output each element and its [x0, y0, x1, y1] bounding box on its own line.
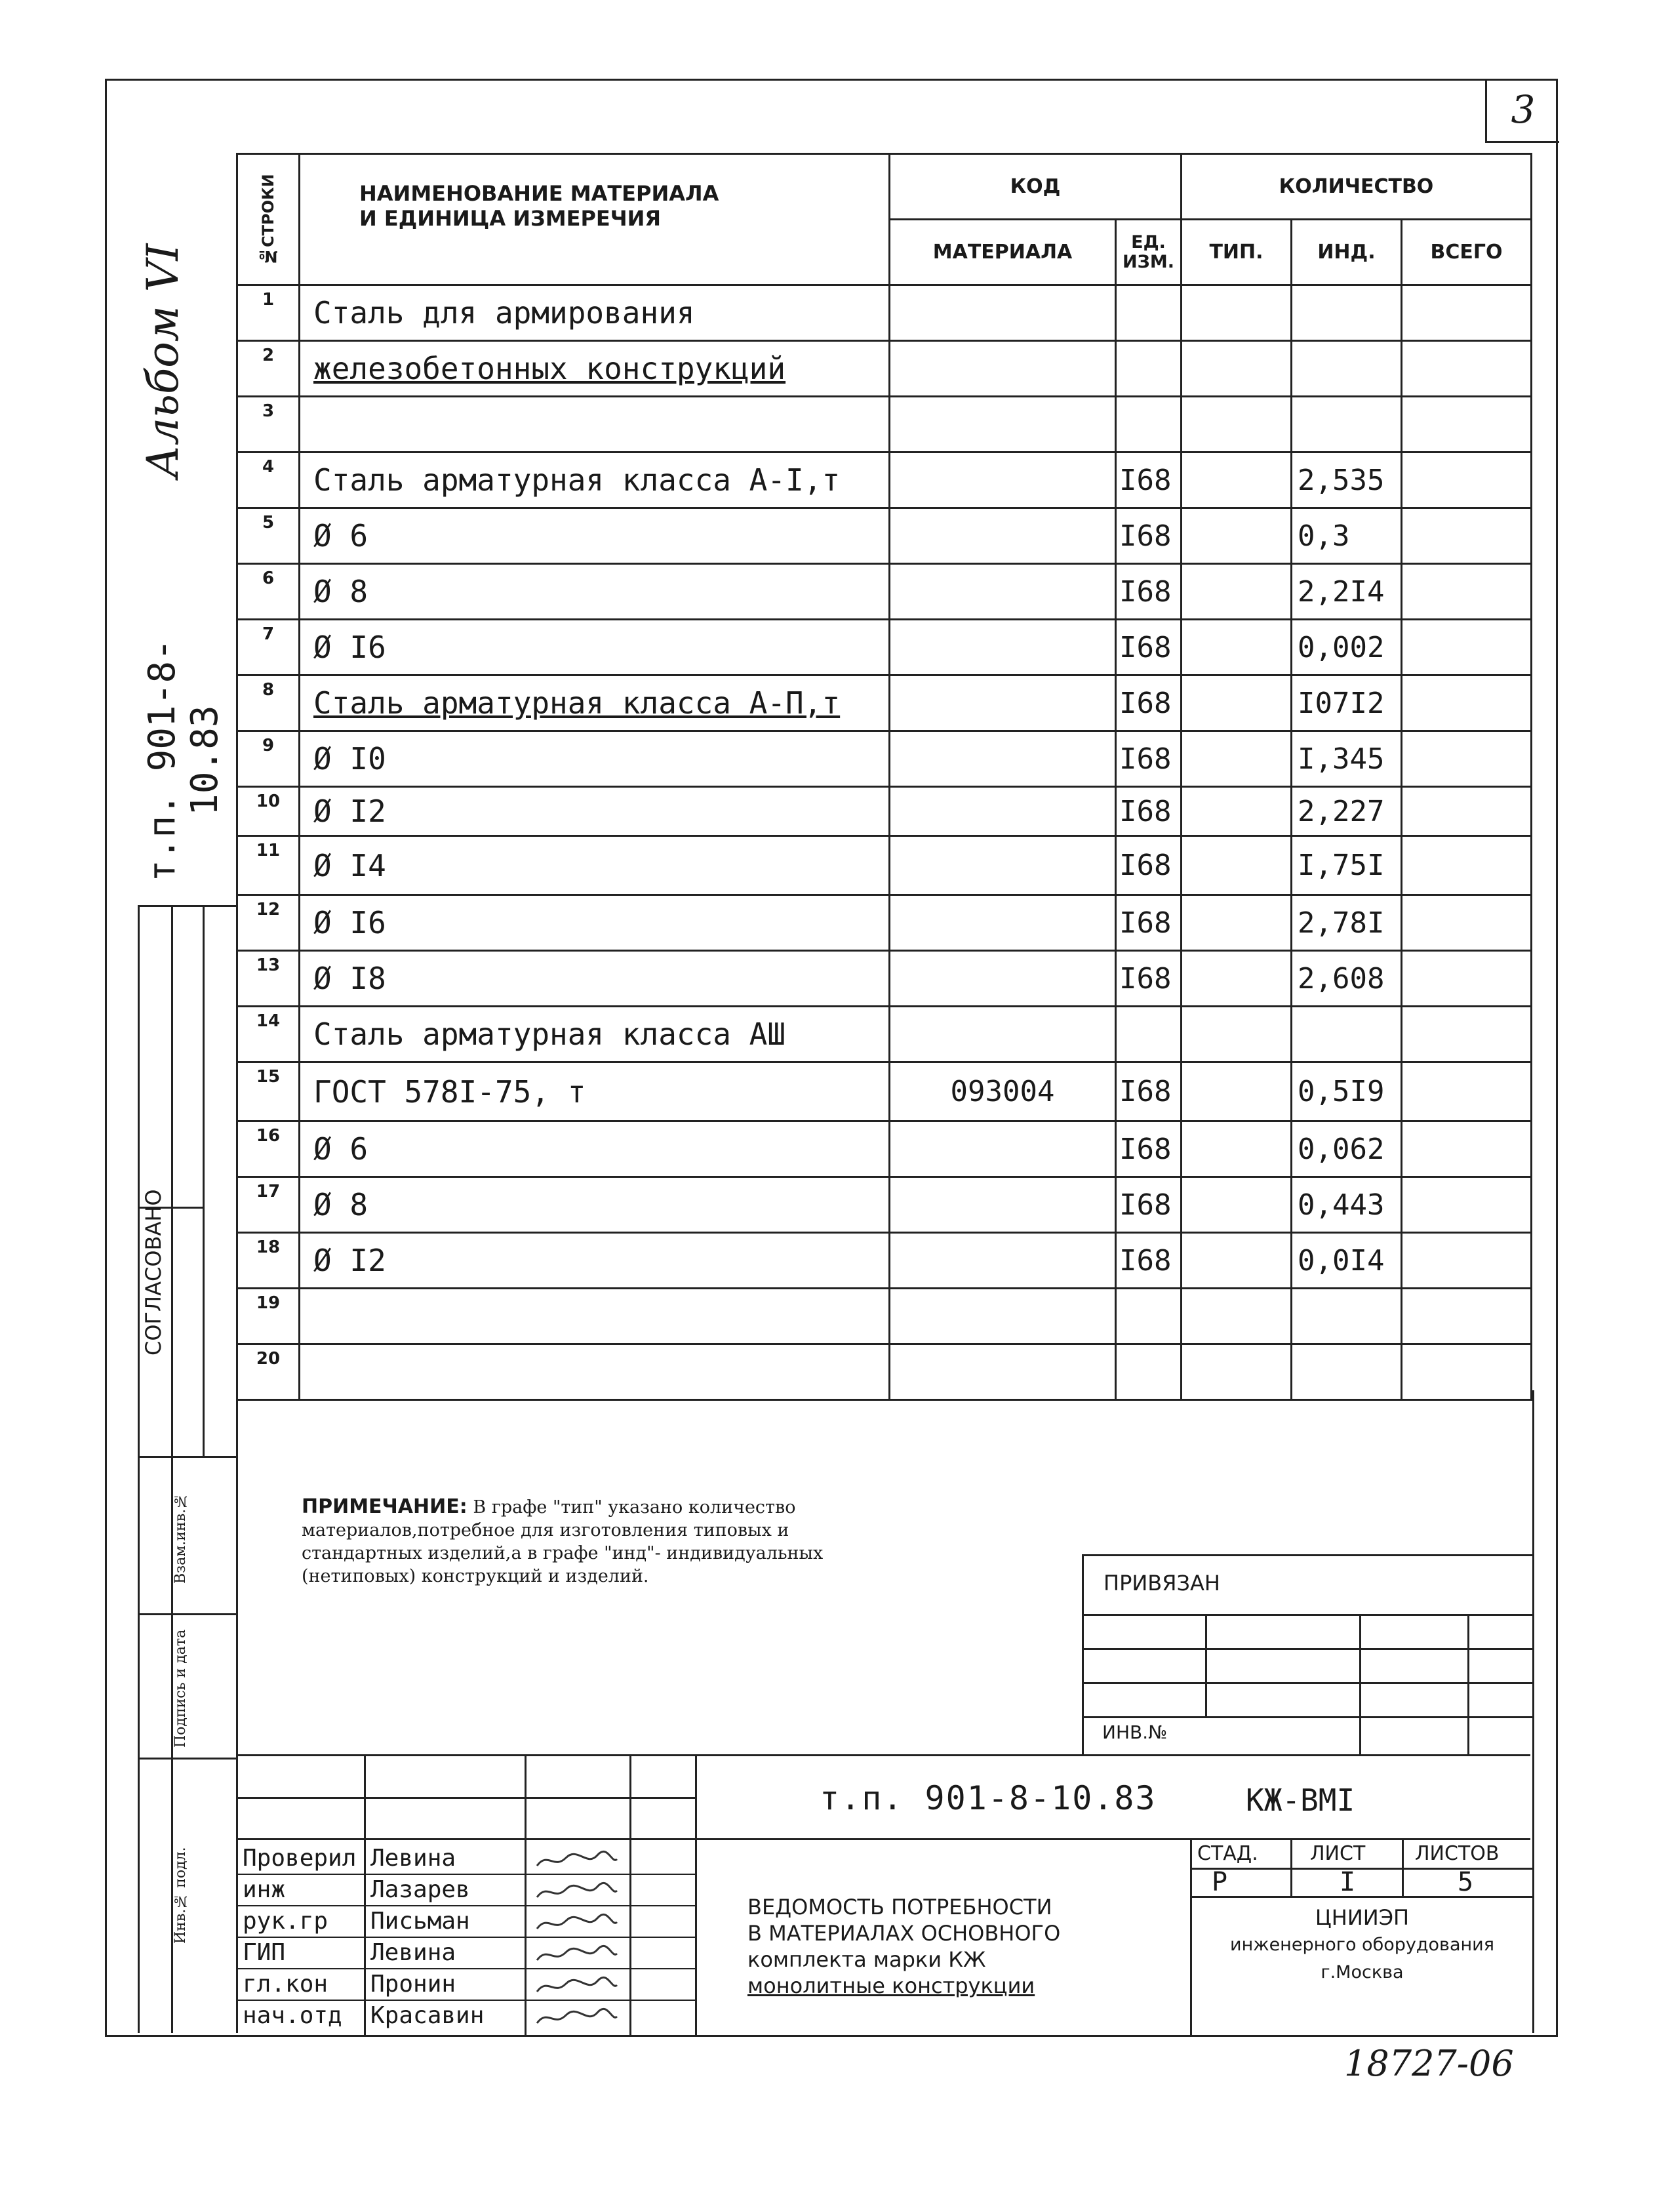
row-number: 20 [237, 1344, 300, 1400]
material-name-text: Ø I6 [313, 630, 386, 665]
qty-total [1402, 1177, 1532, 1233]
signature-role: гл.кон [243, 1971, 328, 1998]
header-total: ВСЕГО [1402, 220, 1532, 285]
table-row [237, 1289, 1532, 1344]
material-name [300, 1233, 890, 1289]
archive-number: 18727-06 [1344, 2043, 1514, 2084]
qty-ind: 2,2I4 [1292, 564, 1402, 620]
qty-total [1402, 787, 1532, 836]
material-code [890, 1177, 1116, 1233]
row-number: 12 [237, 895, 300, 951]
qty-total [1402, 675, 1532, 731]
stage-block [1190, 1838, 1532, 2035]
table-row [237, 787, 1532, 836]
qty-typ [1182, 1121, 1292, 1177]
qty-ind: 0,0I4 [1292, 1233, 1402, 1289]
qty-ind: 0,3 [1292, 508, 1402, 564]
signature-name: Левина [370, 1939, 456, 1966]
side-stamp-block [138, 905, 238, 2033]
material-code [890, 1289, 1116, 1344]
qty-ind [1292, 397, 1402, 452]
row-number: 1 [237, 285, 300, 341]
document-title: ВЕДОМОСТЬ ПОТРЕБНОСТИ В МАТЕРИАЛАХ ОСНОВНОГО комплекта марки КЖ монолитные конструкции [747, 1895, 1061, 1998]
row-number: 11 [237, 836, 300, 895]
row-number: 10 [237, 787, 300, 836]
unit-code: I68 [1116, 1062, 1182, 1121]
table-row [237, 397, 1532, 452]
row-number: 5 [237, 508, 300, 564]
qty-ind: 0,002 [1292, 620, 1402, 675]
material-name-text: Сталь арматурная класса АШ [313, 1016, 786, 1052]
qty-typ [1182, 1062, 1292, 1121]
material-name-text: Сталь арматурная класса А-П,т [313, 685, 841, 721]
material-name-text: Ø 8 [313, 1187, 368, 1222]
material-name [300, 836, 890, 895]
material-code [890, 951, 1116, 1007]
table-row [237, 895, 1532, 951]
row-number: 17 [237, 1177, 300, 1233]
qty-typ [1182, 1177, 1292, 1233]
qty-total [1402, 836, 1532, 895]
row-number: 7 [237, 620, 300, 675]
signature-mark [534, 2007, 620, 2027]
qty-total [1402, 452, 1532, 508]
qty-ind: 2,78I [1292, 895, 1402, 951]
soglasovano-label: СОГЛАСОВАНО [141, 1189, 166, 1356]
materials-table [236, 153, 1532, 1401]
unit-code [1116, 341, 1182, 397]
row-number: 3 [237, 397, 300, 452]
signature-mark [534, 1944, 620, 1964]
signature-name: Письман [370, 1908, 470, 1935]
header-qty: КОЛИЧЕСТВО [1182, 154, 1532, 220]
material-code [890, 285, 1116, 341]
material-name [300, 285, 890, 341]
unit-code [1116, 285, 1182, 341]
signature-mark [534, 1976, 620, 1996]
row-number: 18 [237, 1233, 300, 1289]
table-row [237, 836, 1532, 895]
material-code [890, 1233, 1116, 1289]
sheet-number: 3 [1485, 79, 1559, 143]
binding-stamp [1082, 1554, 1532, 1756]
unit-code [1116, 1289, 1182, 1344]
qty-typ [1182, 836, 1292, 895]
binding-title: ПРИВЯЗАН [1103, 1571, 1220, 1596]
unit-code: I68 [1116, 731, 1182, 787]
material-code [890, 895, 1116, 951]
material-name [300, 1289, 890, 1344]
unit-code [1116, 1007, 1182, 1062]
material-name [300, 397, 890, 452]
stage-value: Р [1212, 1867, 1228, 1897]
material-name-text: Ø I2 [313, 1243, 386, 1278]
material-name [300, 951, 890, 1007]
material-name [300, 508, 890, 564]
qty-ind [1292, 341, 1402, 397]
qty-typ [1182, 951, 1292, 1007]
qty-total [1402, 397, 1532, 452]
qty-typ [1182, 787, 1292, 836]
row-number: 14 [237, 1007, 300, 1062]
unit-code: I68 [1116, 1233, 1182, 1289]
qty-ind: 0,062 [1292, 1121, 1402, 1177]
qty-total [1402, 1007, 1532, 1062]
material-name [300, 564, 890, 620]
table-row [237, 731, 1532, 787]
table-row [237, 951, 1532, 1007]
qty-ind [1292, 1289, 1402, 1344]
row-number: 6 [237, 564, 300, 620]
row-number: 13 [237, 951, 300, 1007]
material-code [890, 397, 1116, 452]
qty-typ [1182, 285, 1292, 341]
material-name [300, 675, 890, 731]
qty-total [1402, 1289, 1532, 1344]
material-name-text: Ø 6 [313, 518, 368, 553]
unit-code: I68 [1116, 1177, 1182, 1233]
qty-typ [1182, 620, 1292, 675]
signature-mark [534, 1850, 620, 1870]
qty-typ [1182, 508, 1292, 564]
qty-total [1402, 1121, 1532, 1177]
table-row [237, 341, 1532, 397]
material-name-text: Ø 6 [313, 1131, 368, 1167]
stamp-inv: Инв.№ подл. [172, 1847, 189, 1944]
signature-mark [534, 1881, 620, 1901]
material-code [890, 508, 1116, 564]
qty-total [1402, 285, 1532, 341]
unit-code: I68 [1116, 675, 1182, 731]
qty-ind [1292, 1007, 1402, 1062]
unit-code: I68 [1116, 620, 1182, 675]
qty-typ [1182, 895, 1292, 951]
material-name [300, 731, 890, 787]
material-name [300, 787, 890, 836]
material-name [300, 1121, 890, 1177]
material-name-text: Ø I8 [313, 961, 386, 996]
note [302, 1495, 839, 1588]
qty-ind: 2,608 [1292, 951, 1402, 1007]
stage-label: СТАД. [1197, 1842, 1258, 1865]
material-code [890, 731, 1116, 787]
material-code [890, 1007, 1116, 1062]
material-name [300, 1177, 890, 1233]
unit-code: I68 [1116, 564, 1182, 620]
row-number: 8 [237, 675, 300, 731]
header-row-no: №СТРОКИ [237, 154, 300, 285]
table-row [237, 1233, 1532, 1289]
doc-mark: КЖ-ВМI [1246, 1782, 1355, 1818]
table-row [237, 1007, 1532, 1062]
row-number: 9 [237, 731, 300, 787]
unit-code: I68 [1116, 951, 1182, 1007]
stamp-podpis: Подпись и дата [172, 1629, 189, 1748]
binding-inv: ИНВ.№ [1102, 1721, 1168, 1743]
doc-code: т.п. 901-8-10.83 [820, 1779, 1157, 1817]
header-name: НАИМЕНОВАНИЕ МАТЕРИАЛА И ЕДИНИЦА ИЗМЕРЕЧИЯ [300, 154, 890, 285]
qty-typ [1182, 1007, 1292, 1062]
signature-role: нач.отд [243, 2002, 342, 2029]
material-name-text: Ø 8 [313, 574, 368, 609]
unit-code: I68 [1116, 787, 1182, 836]
signature-name: Левина [370, 1845, 456, 1872]
side-doc-code: т.п. 901-8-10.83 [141, 639, 226, 883]
sheet-label: ЛИСТ [1310, 1842, 1366, 1865]
signature-name: Красавин [370, 2002, 485, 2029]
header-code: КОД [890, 154, 1182, 220]
material-code [890, 675, 1116, 731]
material-name-text: Ø I6 [313, 905, 386, 940]
table-row [237, 1062, 1532, 1121]
signature-role: инж [243, 1876, 286, 1903]
qty-ind: 2,227 [1292, 787, 1402, 836]
row-number: 2 [237, 341, 300, 397]
header-material: МАТЕРИАЛА [890, 220, 1116, 285]
qty-ind: I07I2 [1292, 675, 1402, 731]
header-ind: ИНД. [1292, 220, 1402, 285]
qty-total [1402, 341, 1532, 397]
unit-code: I68 [1116, 895, 1182, 951]
table-row [237, 1121, 1532, 1177]
table-row [237, 452, 1532, 508]
material-name-text: железобетонных конструкций [313, 351, 786, 386]
unit-code [1116, 397, 1182, 452]
sheets-label: ЛИСТОВ [1415, 1842, 1500, 1865]
title-block [236, 1754, 1530, 2035]
unit-code: I68 [1116, 508, 1182, 564]
row-number: 4 [237, 452, 300, 508]
table-row [237, 564, 1532, 620]
table-row [237, 620, 1532, 675]
qty-total [1402, 895, 1532, 951]
qty-ind: 2,535 [1292, 452, 1402, 508]
qty-ind: 0,443 [1292, 1177, 1402, 1233]
signature-name: Лазарев [370, 1876, 470, 1903]
material-name-text: Сталь арматурная класса А-I,т [313, 462, 841, 498]
material-code [890, 787, 1116, 836]
qty-typ [1182, 731, 1292, 787]
material-name [300, 895, 890, 951]
material-code [890, 1121, 1116, 1177]
material-code [890, 341, 1116, 397]
qty-typ [1182, 1233, 1292, 1289]
qty-typ [1182, 1289, 1292, 1344]
unit-code: I68 [1116, 836, 1182, 895]
signature-name: Пронин [370, 1971, 456, 1998]
row-number: 15 [237, 1062, 300, 1121]
qty-typ [1182, 452, 1292, 508]
qty-total [1402, 1062, 1532, 1121]
material-code [890, 836, 1116, 895]
qty-ind: I,75I [1292, 836, 1402, 895]
material-name-text: Ø I2 [313, 794, 386, 829]
material-name [300, 1062, 890, 1121]
table-row [237, 285, 1532, 341]
material-code: 093004 [890, 1062, 1116, 1121]
header-unit: ЕД. ИЗМ. [1116, 220, 1182, 285]
table-row [237, 675, 1532, 731]
note-title: ПРИМЕЧАНИЕ: [302, 1495, 467, 1518]
qty-total [1402, 951, 1532, 1007]
table-row [237, 1177, 1532, 1233]
material-name [300, 452, 890, 508]
album-label: Альбом VI [138, 243, 188, 478]
material-name [300, 341, 890, 397]
qty-ind: 0,5I9 [1292, 1062, 1402, 1121]
table-row [237, 508, 1532, 564]
qty-typ [1182, 564, 1292, 620]
qty-typ [1182, 341, 1292, 397]
row-number: 16 [237, 1121, 300, 1177]
qty-total [1402, 1233, 1532, 1289]
stamp-vzam: Взам.инв.№ [172, 1492, 189, 1584]
signature-role: ГИП [243, 1939, 286, 1966]
qty-total [1402, 564, 1532, 620]
material-code [890, 620, 1116, 675]
material-name-text: Ø I4 [313, 847, 386, 883]
qty-total [1402, 731, 1532, 787]
unit-code: I68 [1116, 452, 1182, 508]
material-code [890, 452, 1116, 508]
note-text: В графе "тип" указано количество материалов,потребное для изготовления типовых и стандартных изделий,а в графе "инд"- индивидуальных (нетиповых) конструкций и изделий. [302, 1497, 824, 1586]
signature-role: рук.гр [243, 1908, 328, 1935]
unit-code: I68 [1116, 1121, 1182, 1177]
material-name-text: Сталь для армирования [313, 295, 695, 331]
signature-role: Проверил [243, 1845, 357, 1872]
material-name-text: Ø I0 [313, 741, 386, 776]
row-number: 19 [237, 1289, 300, 1344]
sheets-value: 5 [1458, 1867, 1474, 1897]
qty-total [1402, 508, 1532, 564]
sheet-value: I [1340, 1867, 1356, 1897]
qty-typ [1182, 675, 1292, 731]
material-name [300, 1007, 890, 1062]
qty-ind: I,345 [1292, 731, 1402, 787]
signature-mark [534, 1913, 620, 1933]
material-name-text: ГОСТ 578I-75, т [313, 1074, 586, 1110]
material-name [300, 620, 890, 675]
qty-typ [1182, 397, 1292, 452]
organization: ЦНИИЭП инженерного оборудования г.Москва [1230, 1905, 1494, 1982]
qty-total [1402, 620, 1532, 675]
material-code [890, 564, 1116, 620]
header-typ: ТИП. [1182, 220, 1292, 285]
qty-ind [1292, 285, 1402, 341]
